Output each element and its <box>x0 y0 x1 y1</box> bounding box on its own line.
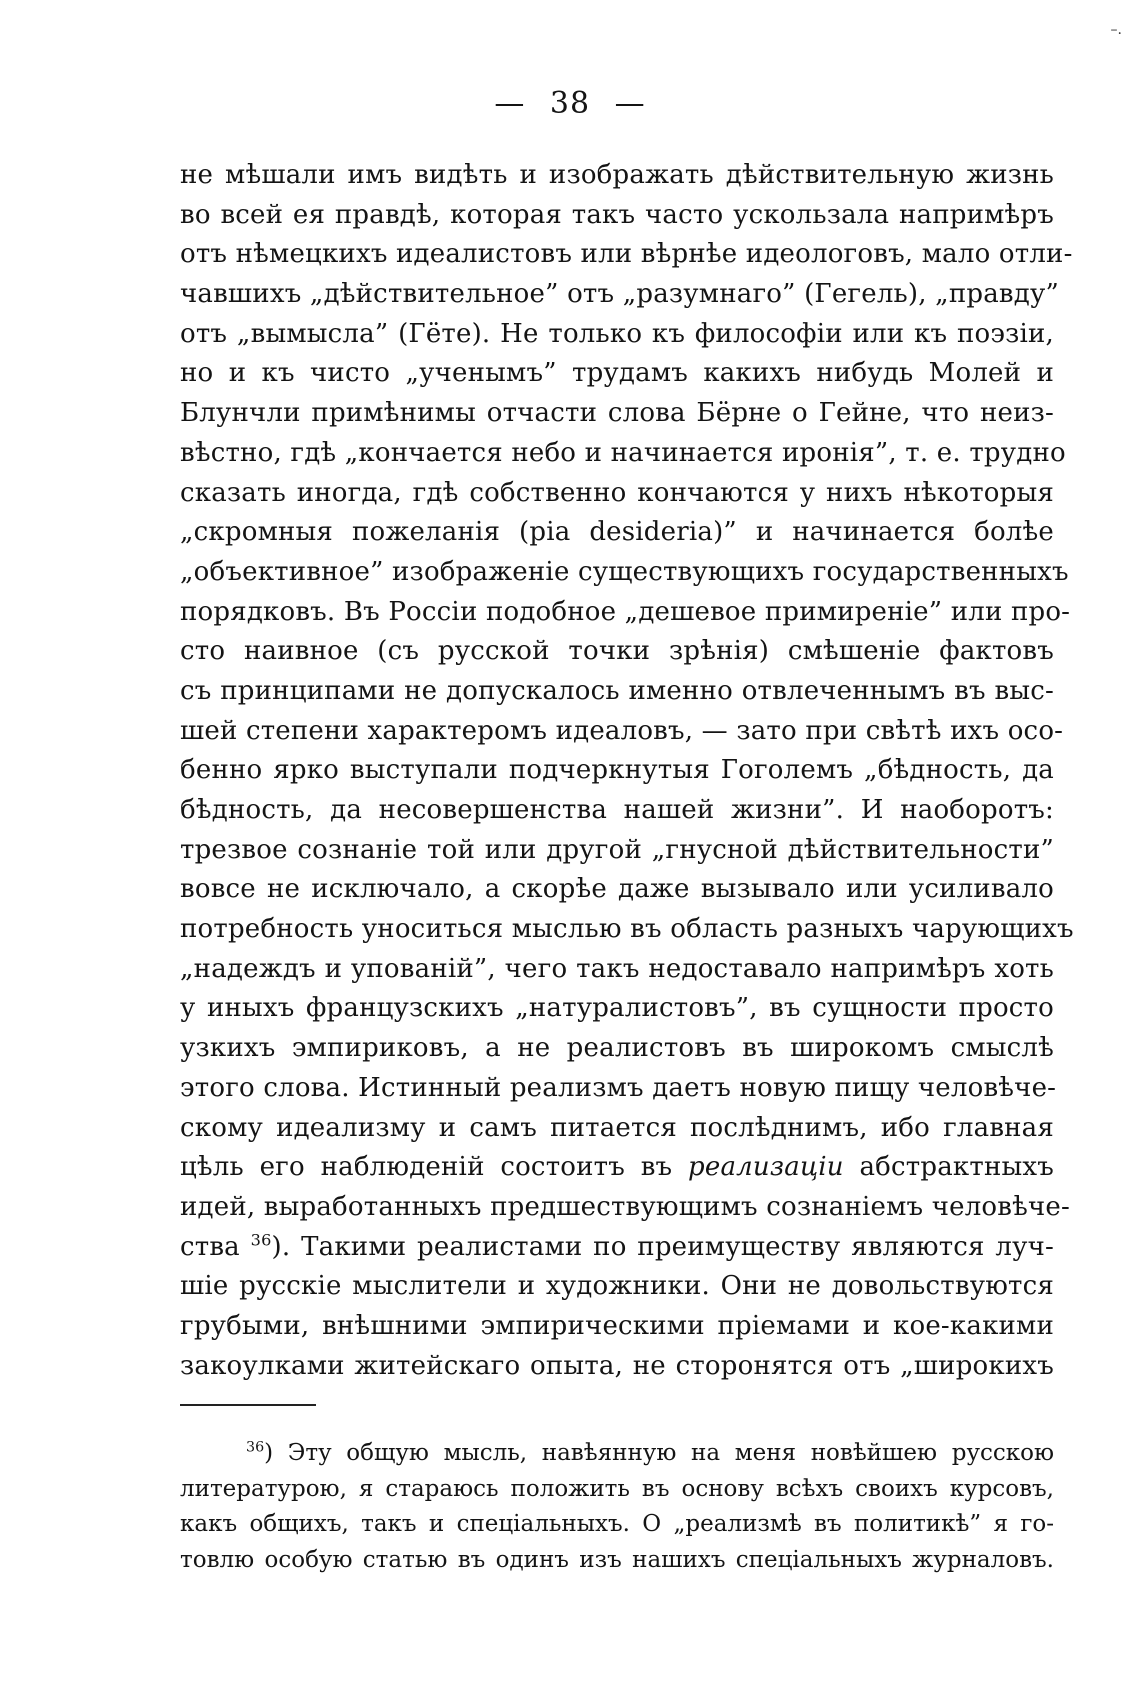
main-text <box>180 156 1074 1386</box>
text-line: шіе русскіе мыслители и художники. Они не довольствуются <box>180 1271 1054 1302</box>
text-line: „скромныя пожеланія (pia desideria)” и начинается болѣе <box>180 517 1054 548</box>
footnote-line <box>180 1436 1054 1472</box>
text-line: трезвое сознаніе той или другой „гнусной дѣйствительности” <box>180 834 1054 865</box>
text-line: потребность уноситься мыслью въ область разныхъ чарующихъ <box>180 914 1074 945</box>
text-line: скому идеализму и самъ питается послѣднимъ, ибо главная <box>180 1112 1054 1143</box>
text-line: закоулками житейскаго опыта, не сторонятся отъ „широкихъ <box>180 1350 1054 1381</box>
page-number-dash-left: — <box>494 86 526 121</box>
text-line: не мѣшали имъ видѣть и изображать дѣйствительную жизнь <box>180 160 1054 190</box>
text-line: отъ нѣмецкихъ идеалистовъ или вѣрнѣе идеологовъ, мало отли- <box>180 239 1073 270</box>
footnote-line: какъ общихъ, такъ и спеціальныхъ. О „реализмѣ въ политикѣ” я го- <box>180 1511 1054 1537</box>
footnote-divider <box>180 1404 316 1406</box>
text-line: порядковъ. Въ Россіи подобное „дешевое примиреніе” или про- <box>180 596 1071 627</box>
text-line-with-footnote-ref <box>180 1228 1054 1268</box>
text-line: бѣдность, да несовершенства нашей жизни”. И наоборотъ: <box>180 795 1054 825</box>
text-line: этого слова. Истинный реализмъ даетъ новую пищу человѣче- <box>180 1072 1057 1103</box>
text-line: у иныхъ французскихъ „натуралистовъ”, въ сущности просто <box>180 993 1054 1024</box>
footnote-line: литературою, я стараюсь положить въ основу всѣхъ своихъ курсовъ, <box>180 1475 1054 1502</box>
text-segment: ства <box>180 1231 251 1262</box>
text-segment: цѣль его наблюденій состоитъ въ <box>180 1152 689 1183</box>
text-line: шей степени характеромъ идеаловъ, — зато при свѣтѣ ихъ осо- <box>180 715 1064 746</box>
text-line: отъ „вымысла” (Гёте). Не только къ философіи или къ поэзіи, <box>180 318 1054 349</box>
text-line: Блунчли примѣнимы отчасти слова Бёрне о Гейне, что неиз- <box>180 398 1054 429</box>
text-line: вѣстно, гдѣ „кончается небо и начинается иронія”, т. е. трудно <box>180 437 1066 468</box>
text-segment: ). Такими реалистами по преимуществу являются луч- <box>271 1231 1054 1262</box>
footnote-line: товлю особую статью въ одинъ изъ нашихъ спеціальныхъ журналовъ. <box>180 1546 1054 1573</box>
scan-mark: –. <box>1110 22 1122 38</box>
emphasized-word: реализаціи <box>688 1152 844 1183</box>
text-line: узкихъ эмпириковъ, а не реалистовъ въ широкомъ смыслѣ <box>180 1033 1054 1064</box>
text-line: „надеждъ и упованій”, чего такъ недоставало напримѣръ хоть <box>180 953 1054 984</box>
text-line: во всей ея правдѣ, которая такъ часто ускользала напримѣръ <box>180 199 1054 230</box>
text-line: вовсе не исключало, а скорѣе даже вызывало или усиливало <box>180 874 1054 905</box>
text-line: идей, выработанныхъ предшествующимъ сознаніемъ человѣче- <box>180 1191 1070 1222</box>
page-number: 38 <box>549 86 591 121</box>
text-line: чавшихъ „дѣйствительное” отъ „разумнаго” (Гегель), „правду” <box>180 279 1059 310</box>
text-line: сто наивное (съ русской точки зрѣнія) смѣшеніе фактовъ <box>180 636 1054 667</box>
text-line: бенно ярко выступали подчеркнутыя Гоголемъ „бѣдность, да <box>180 755 1054 786</box>
footnote <box>180 1436 1054 1578</box>
text-line: съ принципами не допускалось именно отвлеченнымъ въ выс- <box>180 675 1054 706</box>
text-line-with-emphasis <box>180 1148 1054 1188</box>
footnote-number: 36 <box>246 1439 265 1456</box>
page-number-dash-right: — <box>614 86 646 121</box>
text-line: грубыми, внѣшними эмпирическими пріемами и кое-какими <box>180 1310 1054 1341</box>
text-line: сказать иногда, гдѣ собственно кончаются у нихъ нѣкоторыя <box>180 477 1054 508</box>
page-number-header <box>0 86 1140 121</box>
footnote-text: ) Эту общую мысль, навѣянную на меня новѣйшею русскою <box>264 1440 1054 1466</box>
footnote-reference[interactable]: 36 <box>250 1229 272 1249</box>
text-line: но и къ чисто „ученымъ” трудамъ какихъ нибудь Молей и <box>180 358 1054 389</box>
text-line: „объективное” изображеніе существующихъ государственныхъ <box>180 556 1069 587</box>
text-segment: абстрактныхъ <box>843 1152 1054 1183</box>
